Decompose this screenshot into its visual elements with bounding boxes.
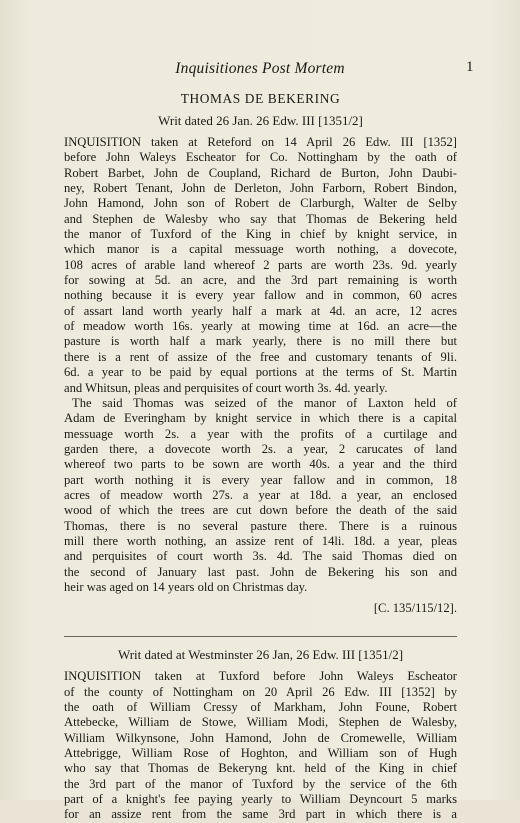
text-line: Thomas, there is no several pasture there. There is a ruinous (64, 518, 457, 533)
text-line: the second of January last past. John de Bekering his son and (64, 564, 457, 579)
text-line: garden there, a dovecote worth 2s. a year, 2 carucates of land (64, 441, 457, 456)
text-line: the 3rd part of the manor of Tuxford by the service of the 6th (64, 776, 457, 791)
text-line: for sowing at 5d. an acre, and the 3rd part remaining is worth (64, 273, 457, 288)
text-line: messuage worth 2s. a year with the profits of a curtilage and (64, 426, 457, 441)
archive-citation: [C. 135/115/12]. (373, 601, 457, 616)
text-line: INQUISITION taken at Reteford on 14 April 26 Edw. III [1352] (64, 135, 457, 149)
text-line: whereof two parts to be sown are worth 40s. a year and the third (64, 457, 457, 472)
text-line: John Hamond, John son of Robert de Clarburgh, Walter de Selby (64, 196, 457, 211)
text-line: ney, Robert Tenant, John de Derleton, John Farborn, Robert Bindon, (64, 181, 457, 196)
text-line: 108 acres of arable land whereof 2 parts are worth 23s. 9d. yearly (64, 257, 457, 272)
text-line: Adam de Everingham by knight service in which there is a capital (64, 411, 457, 426)
text-line: wood of which the trees are cut down before the death of the said (64, 503, 457, 518)
text-line: of assart land worth yearly half a mark at 4d. an acre, 12 acres (64, 303, 457, 318)
text-line: of the county of Nottingham on 20 April 26 Edw. III [1352] by (64, 684, 457, 699)
text-line: mill there worth nothing, an assize rent of 14li. 18d. a year, pleas (64, 533, 457, 548)
text-line: 6d. a year to be paid by equal portions at the terms of St. Martin (64, 365, 457, 380)
text-line: which manor is a capital messuage worth nothing, a dovecote, (64, 242, 457, 257)
section-title: THOMAS DE BEKERING (180, 91, 341, 106)
text-line: for an assize rent from the same 3rd part in which there is a (64, 807, 457, 822)
text-line: the oath of William Cressy of Markham, John Foune, Robert (64, 700, 457, 714)
text-line: heir was aged on 14 years old on Christmas day. (64, 579, 308, 594)
section-divider (64, 636, 457, 637)
text-line: the manor of Tuxford of the King in chief by knight service, in (64, 227, 457, 242)
text-line: and Whitsun, pleas and perquisites of court worth 3s. 4d. yearly. (64, 380, 388, 395)
text-line: of meadow worth 16s. yearly at mowing time at 16d. an acre—the (64, 319, 457, 334)
text-line: and Stephen de Walesby who say that Thomas de Bekering held (64, 211, 457, 226)
text-line: The said Thomas was seized of the manor of Laxton held of (72, 395, 457, 410)
text-line: part worth nothing it is every year fallow and in common, 18 (64, 472, 457, 487)
text-line: acres of meadow worth 27s. a year at 18d. a year, an enclosed (64, 487, 457, 502)
text-line: part of a knight's fee paying yearly to William Deyncourt 5 marks (64, 792, 457, 807)
writ-date: Writ dated 26 Jan. 26 Edw. III [1351/2] (158, 113, 363, 128)
text-line: who say that Thomas de Bekeryng knt. held of the King in chief (64, 761, 457, 776)
writ-date: Writ dated at Westminster 26 Jan, 26 Edw. III [1351/2] (117, 647, 404, 663)
text-line: and perquisites of court worth 3s. 4d. The said Thomas died on (64, 549, 457, 564)
running-title: Inquisitiones Post Mortem (175, 60, 345, 77)
text-line: INQUISITION taken at Tuxford before John Waleys Escheator (64, 669, 457, 684)
inquisition-paragraph (64, 135, 457, 396)
text-line: Robert Barbet, John de Coupland, Richard de Burton, John Daubi- (64, 165, 457, 180)
text-line: there is a rent of assize of the free and customary tenants of 9li. (64, 349, 457, 364)
page-number: 1 (466, 59, 474, 75)
text-line: William Wilkynsone, John Hamond, John de Cromewelle, William (64, 730, 457, 745)
text-line: pasture is worth half a mark yearly, there is no mill there but (64, 334, 457, 349)
text-line: Attebrigge, William Rose of Hoghton, and William son of Hugh (64, 746, 457, 761)
text-line: Attebecke, William de Stowe, William Modi, Stephen de Walesby, (64, 715, 457, 730)
page-body (64, 85, 457, 823)
text-line: nothing because it is every year fallow and in common, 60 acres (64, 288, 457, 303)
laxton-paragraph (64, 396, 457, 595)
text-line: before John Waleys Escheator for Co. Nottingham by the oath of (64, 150, 457, 165)
